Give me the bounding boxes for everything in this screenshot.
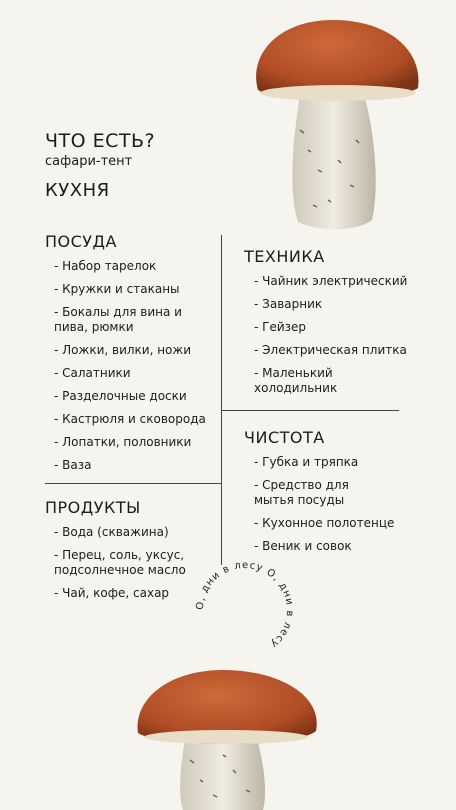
produkty-title: ПРОДУКТЫ <box>45 498 141 517</box>
list-item: - Средство для мытья посуды <box>254 478 349 507</box>
page-title: ЧТО ЕСТЬ? <box>45 130 156 152</box>
list-item: - Вода (скважина) <box>54 525 169 539</box>
list-item: - Кухонное полотенце <box>254 516 395 530</box>
svg-text:О, дни в лесу О, дни в лесу <box>195 560 295 650</box>
list-item: - Салатники <box>54 366 131 380</box>
list-item: - Чай, кофе, сахар <box>54 586 170 600</box>
list-item: - Разделочные доски <box>54 389 187 403</box>
chistota-list <box>254 455 424 562</box>
list-item: - Ваза <box>54 458 92 472</box>
list-item: - Кружки и стаканы <box>54 282 180 296</box>
posuda-title: ПОСУДА <box>45 232 117 251</box>
tehnika-list <box>254 274 429 404</box>
circular-logo <box>190 555 300 665</box>
mushroom-image-top <box>238 0 428 235</box>
list-item: - Маленький холодильник <box>254 366 338 395</box>
mushroom-image-bottom <box>128 665 328 810</box>
list-item: - Губка и тряпка <box>254 455 359 469</box>
list-item: - Электрическая плитка <box>254 343 407 357</box>
divider-right <box>221 410 399 411</box>
vertical-divider <box>221 235 222 565</box>
page-subtitle: сафари-тент <box>45 154 133 169</box>
list-item: - Гейзер <box>254 320 307 334</box>
list-item: - Перец, соль, уксус, подсолнечное масло <box>54 548 186 577</box>
list-item: - Ложки, вилки, ножи <box>54 343 192 357</box>
posuda-list <box>54 259 216 481</box>
list-item: - Лопатки, половники <box>54 435 192 449</box>
list-item: - Заварник <box>254 297 323 311</box>
logo-text: О, дни в лесу О, дни в лесу <box>194 559 296 651</box>
divider-left <box>45 483 221 484</box>
list-item: - Бокалы для вина и пива, рюмки <box>54 305 182 334</box>
list-item: - Чайник электрический <box>254 274 408 288</box>
section-heading-kitchen: КУХНЯ <box>45 180 110 201</box>
tehnika-title: ТЕХНИКА <box>244 247 325 266</box>
chistota-title: ЧИСТОТА <box>244 428 325 447</box>
list-item: - Кастрюля и сковорода <box>54 412 206 426</box>
list-item: - Набор тарелок <box>54 259 157 273</box>
list-item: - Веник и совок <box>254 539 352 553</box>
